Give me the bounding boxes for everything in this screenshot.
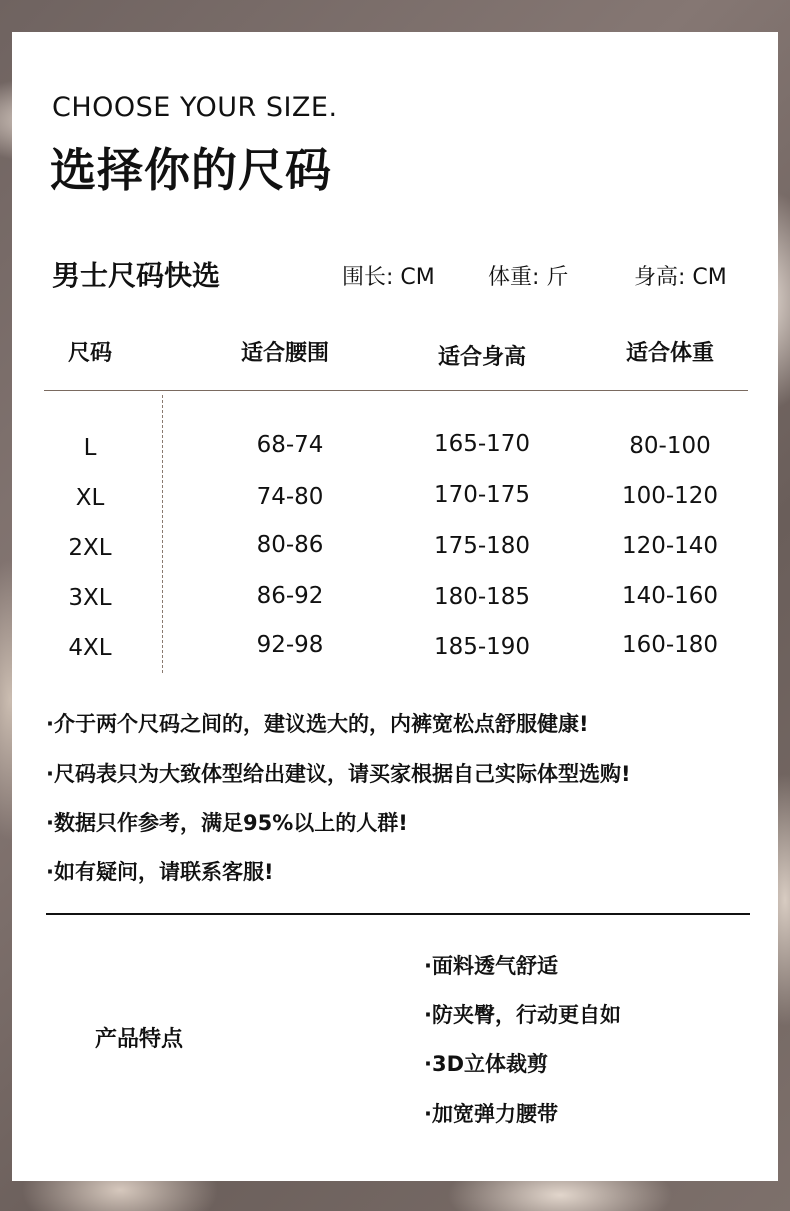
english-title: CHOOSE YOUR SIZE. bbox=[52, 92, 338, 123]
column-header-size: 尺码 bbox=[68, 341, 113, 366]
size-cell: 2XL bbox=[68, 535, 112, 561]
height-cell: 185-190 bbox=[433, 634, 531, 660]
height-cell: 165-170 bbox=[433, 431, 531, 457]
waist-cell: 92-98 bbox=[256, 632, 324, 658]
waist-cell: 74-80 bbox=[256, 484, 324, 510]
column-header-waist: 适合腰围 bbox=[241, 341, 330, 366]
feature-item: ·面料透气舒适 bbox=[424, 954, 558, 978]
note-item: ·如有疑问，请联系客服! bbox=[46, 860, 274, 884]
size-cell: XL bbox=[75, 485, 105, 511]
unit-weight: 体重: 斤 bbox=[488, 265, 569, 290]
weight-cell: 100-120 bbox=[621, 483, 719, 509]
unit-height: 身高: CM bbox=[634, 265, 727, 290]
size-column-divider bbox=[162, 395, 163, 673]
note-item: ·尺码表只为大致体型给出建议，请买家根据自己实际体型选购! bbox=[46, 762, 631, 786]
column-header-weight: 适合体重 bbox=[626, 341, 715, 366]
note-item: ·介于两个尺码之间的，建议选大的，内裤宽松点舒服健康! bbox=[46, 712, 589, 736]
waist-cell: 68-74 bbox=[256, 432, 324, 458]
size-guide-card bbox=[12, 32, 778, 1181]
weight-cell: 120-140 bbox=[621, 533, 719, 559]
features-label: 产品特点 bbox=[95, 1027, 184, 1052]
size-cell: L bbox=[83, 435, 97, 461]
feature-item: ·加宽弹力腰带 bbox=[424, 1102, 558, 1126]
size-cell: 3XL bbox=[68, 585, 112, 611]
weight-cell: 140-160 bbox=[621, 583, 719, 609]
feature-item: ·3D立体裁剪 bbox=[424, 1052, 549, 1076]
size-cell: 4XL bbox=[68, 635, 112, 661]
weight-cell: 80-100 bbox=[629, 433, 711, 459]
height-cell: 170-175 bbox=[433, 482, 531, 508]
height-cell: 180-185 bbox=[433, 584, 531, 610]
quick-select-title: 男士尺码快选 bbox=[52, 259, 221, 292]
waist-cell: 86-92 bbox=[256, 583, 324, 609]
section-divider bbox=[46, 913, 750, 915]
column-header-height: 适合身高 bbox=[438, 345, 527, 370]
table-header-divider bbox=[44, 390, 748, 391]
weight-cell: 160-180 bbox=[621, 632, 719, 658]
note-item: ·数据只作参考，满足95%以上的人群! bbox=[46, 811, 408, 835]
waist-cell: 80-86 bbox=[256, 532, 324, 558]
height-cell: 175-180 bbox=[433, 533, 531, 559]
unit-girth: 围长: CM bbox=[342, 265, 435, 290]
page-title: 选择你的尺码 bbox=[50, 143, 332, 197]
feature-item: ·防夹臀，行动更自如 bbox=[424, 1003, 621, 1027]
